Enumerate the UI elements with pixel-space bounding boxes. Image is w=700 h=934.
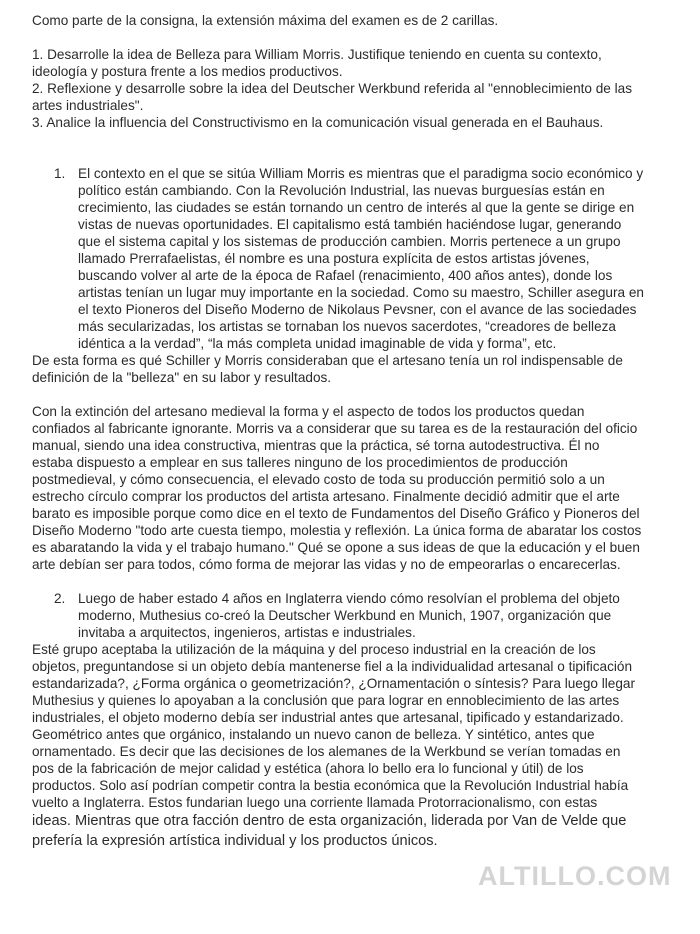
answer-2-after: Esté grupo aceptaba la utilización de la máquina y del proceso industrial en la creación de los objetos, preguntandose si un objeto debía mantenerse fiel a la individualidad artesanal o tipificación estandarizada?, ¿Forma orgánica o geometrización?, ¿Ornamentación o síntesis? Para luego llegar Muthesius y quienes lo apoyaban a la conclusión que para lograr en ennoblecimiento de las artes industriales, el objeto moderno debía ser industrial antes que artesanal, tipificado y estandarizado. Geométrico antes que orgánico, instalando un nuevo canon de belleza. Y sintético, antes que ornamentado. Es decir que las decisiones de los alemanes de la Werkbund se verían tomadas en pos de la fabricación de mejor calidad y estética (ahora lo bello era lo funcional y útil) de los productos. Solo así podrían competir contra la bestia económica que la Revolución Industrial había vuelto a Inglaterra. Estos fundarian luego una corriente llamada Protorracionalismo, con estas: [32, 642, 635, 810]
intro-text: Como parte de la consigna, la extensión máxima del examen es de 2 carillas.: [32, 13, 499, 28]
answer-2-tail: ideas. Mientras que otra facción dentro de esta organización, liderada por Van de Velde que prefería la expresión artística individual y los productos únicos.: [32, 813, 627, 849]
watermark-logo: ALTILLO.COM: [478, 861, 672, 891]
spacer: [32, 386, 644, 403]
spacer: [32, 573, 644, 590]
answer-1-number: 1.: [54, 166, 66, 181]
answer-2-text: Luego de haber estado 4 años en Inglaterra viendo cómo resolvían el problema del objeto moderno, Muthesius co-creó la Deutscher Werkbund en Munich, 1907, organización que invitaba a arquitectos, ingenieros, artistas e industriales.: [78, 591, 620, 640]
answer-1-after: De esta forma es qué Schiller y Morris consideraban que el artesano tenía un rol indispensable de definición de la "belleza" en su labor y resultados.: [32, 353, 623, 385]
answer-1-paragraph-2: Con la extinción del artesano medieval la forma y el aspecto de todos los productos quedan confiados al fabricante ignorante. Morris va a considerar que su tarea es de la restauración del oficio manual, siendo una idea constructiva, mientras que la práctica, sé torna autodestructiva. Él no estaba dispuesto a emplear en sus talleres ninguno de los procedimientos de producción postmedieval, y cómo consecuencia, el elevado costo de toda su producción permitió solo a un estrecho círculo comprar los productos del artista artesano. Finalmente decidió admitir que el arte barato es imposible porque como dice en el texto de Fundamentos del Diseño Gráfico y Pioneros del Diseño Moderno "todo arte cuesta tiempo, molestia y reflexión. La única forma de abaratar los costos es abaratando la vida y el trabajo humano." Qué se opone a sus ideas de que la educación y el buen arte debían ser para todos, cómo forma de mejorar las vidas y no de empeorarlas o encarecerlas.: [32, 404, 642, 572]
answer-2-number: 2.: [54, 591, 66, 606]
exam-document: [32, 12, 644, 851]
question-3: 3. Analice la influencia del Constructivismo en la comunicación visual generada en el Bauhaus.: [32, 115, 604, 130]
answer-1-text: El contexto en el que se sitúa William Morris es mientras que el paradigma socio económico y político están cambiando. Con la Revolución Industrial, las nuevas burguesías están en crecimiento, las ciudades se están tornando un centro de interés al que la gente se dirige en vistas de nuevas oportunidades. El capitalismo está también haciéndose lugar, generando que el sistema capital y los sistemas de producción cambien. Morris pertenece a un grupo llamado Prerrafaelistas, él nombre es una postura explícita de estos artistas jóvenes, buscando volver al arte de la época de Rafael (renacimiento, 400 años antes), donde los artistas tenían un lugar muy importante en la sociedad. Como su maestro, Schiller asegura en el texto Pioneros del Diseño Moderno de Nikolaus Pevsner, con el avance de las sociedades más secularizadas, los artistas se tornaban los nuevos sacerdotes, “creadores de belleza idéntica a la verdad”, “la más completa unidad imaginable de vida y forma”, etc.: [78, 166, 644, 351]
answer-1-item: [32, 165, 644, 352]
spacer: [32, 148, 644, 165]
spacer: [32, 131, 644, 148]
question-1: 1. Desarrolle la idea de Belleza para William Morris. Justifique teniendo en cuenta su contexto, ideología y postura frente a los medios productivos.: [32, 47, 602, 79]
answer-2-item: [32, 590, 644, 641]
question-2: 2. Reflexione y desarrolle sobre la idea del Deutscher Werkbund referida al "ennoblecimiento de las artes industriales".: [32, 81, 633, 113]
